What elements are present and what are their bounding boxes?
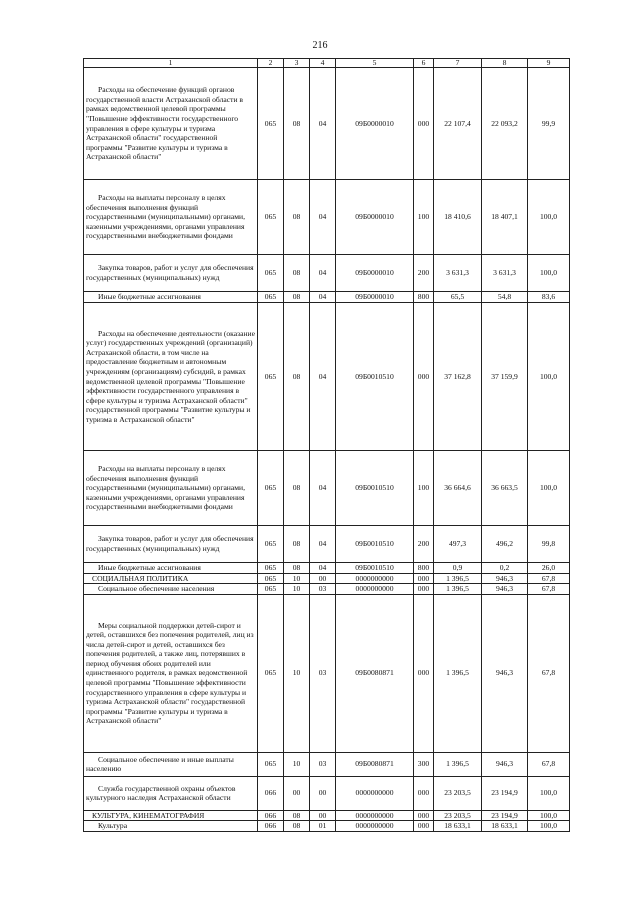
row-percent: 100,0 xyxy=(528,776,570,810)
row-percent: 100,0 xyxy=(528,255,570,292)
table-row xyxy=(84,526,570,563)
row-planned-amount: 1 396,5 xyxy=(434,573,482,584)
row-percent: 26,0 xyxy=(528,563,570,574)
table-row xyxy=(84,303,570,451)
row-target-code: 09Б0080871 xyxy=(336,752,414,776)
row-section-code: 08 xyxy=(284,526,310,563)
row-description: Расходы на обеспечение деятельности (оказание услуг) государственных учреждений (организаций) Астраханской области, в том числе на предоставление бюджетным и автономным учреждениям (организациям) субсидий, в рамках ведомственной целевой программы "Повышение эффективности государственного управления в сфере культуры и туризма Астраханской области" государственной программы "Развитие культуры и туризма в Астраханской области" xyxy=(84,303,258,451)
row-target-code: 0000000000 xyxy=(336,776,414,810)
row-subsection-code: 04 xyxy=(310,563,336,574)
row-target-code: 09Б0000010 xyxy=(336,292,414,303)
column-header: 8 xyxy=(482,59,528,68)
row-admin-code: 065 xyxy=(258,180,284,255)
row-admin-code: 066 xyxy=(258,821,284,832)
budget-table xyxy=(83,58,570,832)
row-target-code: 0000000000 xyxy=(336,810,414,821)
row-expense-type: 000 xyxy=(414,303,434,451)
row-planned-amount: 18 410,6 xyxy=(434,180,482,255)
row-planned-amount: 23 203,5 xyxy=(434,810,482,821)
row-section-code: 08 xyxy=(284,451,310,526)
row-executed-amount: 946,3 xyxy=(482,594,528,752)
row-description: СОЦИАЛЬНАЯ ПОЛИТИКА xyxy=(84,573,258,584)
row-executed-amount: 54,8 xyxy=(482,292,528,303)
row-target-code: 09Б0000010 xyxy=(336,255,414,292)
table-body xyxy=(84,68,570,832)
table-row xyxy=(84,563,570,574)
row-section-code: 10 xyxy=(284,573,310,584)
table-row xyxy=(84,573,570,584)
row-executed-amount: 0,2 xyxy=(482,563,528,574)
row-description: Иные бюджетные ассигнования xyxy=(84,292,258,303)
table-row xyxy=(84,821,570,832)
row-percent: 100,0 xyxy=(528,180,570,255)
table-row xyxy=(84,255,570,292)
row-section-code: 10 xyxy=(284,584,310,595)
row-admin-code: 065 xyxy=(258,255,284,292)
row-admin-code: 065 xyxy=(258,573,284,584)
row-subsection-code: 04 xyxy=(310,255,336,292)
column-header: 6 xyxy=(414,59,434,68)
row-subsection-code: 00 xyxy=(310,573,336,584)
row-planned-amount: 36 664,6 xyxy=(434,451,482,526)
row-subsection-code: 04 xyxy=(310,180,336,255)
row-admin-code: 065 xyxy=(258,584,284,595)
row-target-code: 09Б0010510 xyxy=(336,451,414,526)
row-section-code: 08 xyxy=(284,810,310,821)
row-planned-amount: 1 396,5 xyxy=(434,584,482,595)
row-description: Закупка товаров, работ и услуг для обеспечения государственных (муниципальных) нужд xyxy=(84,255,258,292)
row-percent: 100,0 xyxy=(528,821,570,832)
row-planned-amount: 23 203,5 xyxy=(434,776,482,810)
row-subsection-code: 04 xyxy=(310,292,336,303)
row-description: Меры социальной поддержки детей-сирот и детей, оставшихся без попечения родителей, лиц из числа детей-сирот и детей, оставшихся без попечения родителей, а также лиц, потерявших в период обучения обоих родителей или единственного родителя, в рамках ведомственной целевой программы "Повышение эффективности государственного управления в сфере культуры и туризма Астраханской области" государственной программы "Развитие культуры и туризма в Астраханской области" xyxy=(84,594,258,752)
row-target-code: 09Б0010510 xyxy=(336,526,414,563)
row-planned-amount: 497,3 xyxy=(434,526,482,563)
row-executed-amount: 37 159,9 xyxy=(482,303,528,451)
row-expense-type: 100 xyxy=(414,180,434,255)
row-target-code: 09Б0010510 xyxy=(336,563,414,574)
row-description: Иные бюджетные ассигнования xyxy=(84,563,258,574)
row-expense-type: 200 xyxy=(414,526,434,563)
row-executed-amount: 23 194,9 xyxy=(482,776,528,810)
row-section-code: 08 xyxy=(284,563,310,574)
row-admin-code: 065 xyxy=(258,563,284,574)
row-percent: 99,8 xyxy=(528,526,570,563)
table-row xyxy=(84,584,570,595)
row-executed-amount: 18 633,1 xyxy=(482,821,528,832)
row-subsection-code: 04 xyxy=(310,68,336,180)
table-row xyxy=(84,752,570,776)
table-row xyxy=(84,180,570,255)
row-section-code: 08 xyxy=(284,255,310,292)
page-number: 216 xyxy=(312,40,328,51)
row-subsection-code: 00 xyxy=(310,776,336,810)
row-section-code: 08 xyxy=(284,303,310,451)
row-planned-amount: 3 631,3 xyxy=(434,255,482,292)
row-planned-amount: 22 107,4 xyxy=(434,68,482,180)
row-target-code: 0000000000 xyxy=(336,821,414,832)
row-expense-type: 800 xyxy=(414,292,434,303)
column-header: 4 xyxy=(310,59,336,68)
row-subsection-code: 04 xyxy=(310,303,336,451)
row-admin-code: 066 xyxy=(258,776,284,810)
row-planned-amount: 0,9 xyxy=(434,563,482,574)
column-header: 2 xyxy=(258,59,284,68)
row-description: Расходы на обеспечение функций органов государственной власти Астраханской области в рамках ведомственной целевой программы "Повышение эффективности государственного управления в сфере культуры и туризма Астраханской области" государственной программы "Развитие культуры и туризма в Астраханской области" xyxy=(84,68,258,180)
row-planned-amount: 1 396,5 xyxy=(434,594,482,752)
column-header: 5 xyxy=(336,59,414,68)
row-executed-amount: 22 093,2 xyxy=(482,68,528,180)
column-header: 7 xyxy=(434,59,482,68)
table-row xyxy=(84,810,570,821)
row-subsection-code: 04 xyxy=(310,526,336,563)
row-description: КУЛЬТУРА, КИНЕМАТОГРАФИЯ xyxy=(84,810,258,821)
row-description: Социальное обеспечение и иные выплаты населению xyxy=(84,752,258,776)
row-description: Закупка товаров, работ и услуг для обеспечения государственных (муниципальных) нужд xyxy=(84,526,258,563)
row-executed-amount: 23 194,9 xyxy=(482,810,528,821)
table-row xyxy=(84,68,570,180)
row-percent: 99,9 xyxy=(528,68,570,180)
row-admin-code: 065 xyxy=(258,303,284,451)
row-target-code: 09Б0000010 xyxy=(336,180,414,255)
row-expense-type: 000 xyxy=(414,584,434,595)
row-executed-amount: 946,3 xyxy=(482,584,528,595)
row-section-code: 08 xyxy=(284,821,310,832)
row-subsection-code: 03 xyxy=(310,752,336,776)
row-expense-type: 000 xyxy=(414,821,434,832)
table-row xyxy=(84,451,570,526)
row-target-code: 09Б0010510 xyxy=(336,303,414,451)
row-executed-amount: 946,3 xyxy=(482,752,528,776)
row-subsection-code: 00 xyxy=(310,810,336,821)
row-section-code: 10 xyxy=(284,752,310,776)
row-executed-amount: 946,3 xyxy=(482,573,528,584)
row-description: Социальное обеспечение населения xyxy=(84,584,258,595)
table-row xyxy=(84,292,570,303)
row-target-code: 0000000000 xyxy=(336,573,414,584)
row-expense-type: 800 xyxy=(414,563,434,574)
row-expense-type: 200 xyxy=(414,255,434,292)
row-subsection-code: 03 xyxy=(310,584,336,595)
row-expense-type: 100 xyxy=(414,451,434,526)
row-target-code: 0000000000 xyxy=(336,584,414,595)
row-admin-code: 066 xyxy=(258,810,284,821)
row-admin-code: 065 xyxy=(258,451,284,526)
row-section-code: 08 xyxy=(284,68,310,180)
row-description: Культура xyxy=(84,821,258,832)
row-admin-code: 065 xyxy=(258,594,284,752)
row-admin-code: 065 xyxy=(258,526,284,563)
row-planned-amount: 1 396,5 xyxy=(434,752,482,776)
column-header: 9 xyxy=(528,59,570,68)
row-percent: 67,8 xyxy=(528,584,570,595)
row-description: Расходы на выплаты персоналу в целях обеспечения выполнения функций государственными (муниципальными) органами, казенными учреждениями, органами управления государственными внебюджетными фондами xyxy=(84,451,258,526)
row-percent: 67,8 xyxy=(528,573,570,584)
row-percent: 100,0 xyxy=(528,451,570,526)
row-planned-amount: 37 162,8 xyxy=(434,303,482,451)
row-expense-type: 000 xyxy=(414,776,434,810)
row-percent: 67,8 xyxy=(528,594,570,752)
row-description: Служба государственной охраны объектов культурного наследия Астраханской области xyxy=(84,776,258,810)
table-row xyxy=(84,594,570,752)
row-percent: 100,0 xyxy=(528,810,570,821)
row-section-code: 00 xyxy=(284,776,310,810)
row-percent: 83,6 xyxy=(528,292,570,303)
row-percent: 100,0 xyxy=(528,303,570,451)
row-section-code: 08 xyxy=(284,180,310,255)
row-subsection-code: 01 xyxy=(310,821,336,832)
row-section-code: 10 xyxy=(284,594,310,752)
row-expense-type: 000 xyxy=(414,594,434,752)
row-executed-amount: 36 663,5 xyxy=(482,451,528,526)
row-planned-amount: 65,5 xyxy=(434,292,482,303)
row-expense-type: 000 xyxy=(414,68,434,180)
row-executed-amount: 3 631,3 xyxy=(482,255,528,292)
column-header: 3 xyxy=(284,59,310,68)
row-percent: 67,8 xyxy=(528,752,570,776)
row-admin-code: 065 xyxy=(258,292,284,303)
row-subsection-code: 03 xyxy=(310,594,336,752)
row-admin-code: 065 xyxy=(258,752,284,776)
row-expense-type: 000 xyxy=(414,810,434,821)
row-target-code: 09Б0080871 xyxy=(336,594,414,752)
row-planned-amount: 18 633,1 xyxy=(434,821,482,832)
column-header-row xyxy=(84,59,570,68)
row-expense-type: 000 xyxy=(414,573,434,584)
row-executed-amount: 496,2 xyxy=(482,526,528,563)
row-section-code: 08 xyxy=(284,292,310,303)
row-target-code: 09Б0000010 xyxy=(336,68,414,180)
row-executed-amount: 18 407,1 xyxy=(482,180,528,255)
row-admin-code: 065 xyxy=(258,68,284,180)
table-row xyxy=(84,776,570,810)
column-header: 1 xyxy=(84,59,258,68)
row-subsection-code: 04 xyxy=(310,451,336,526)
row-description: Расходы на выплаты персоналу в целях обеспечения выполнения функций государственными (муниципальными) органами, казенными учреждениями, органами управления государственными внебюджетными фондами xyxy=(84,180,258,255)
row-expense-type: 300 xyxy=(414,752,434,776)
